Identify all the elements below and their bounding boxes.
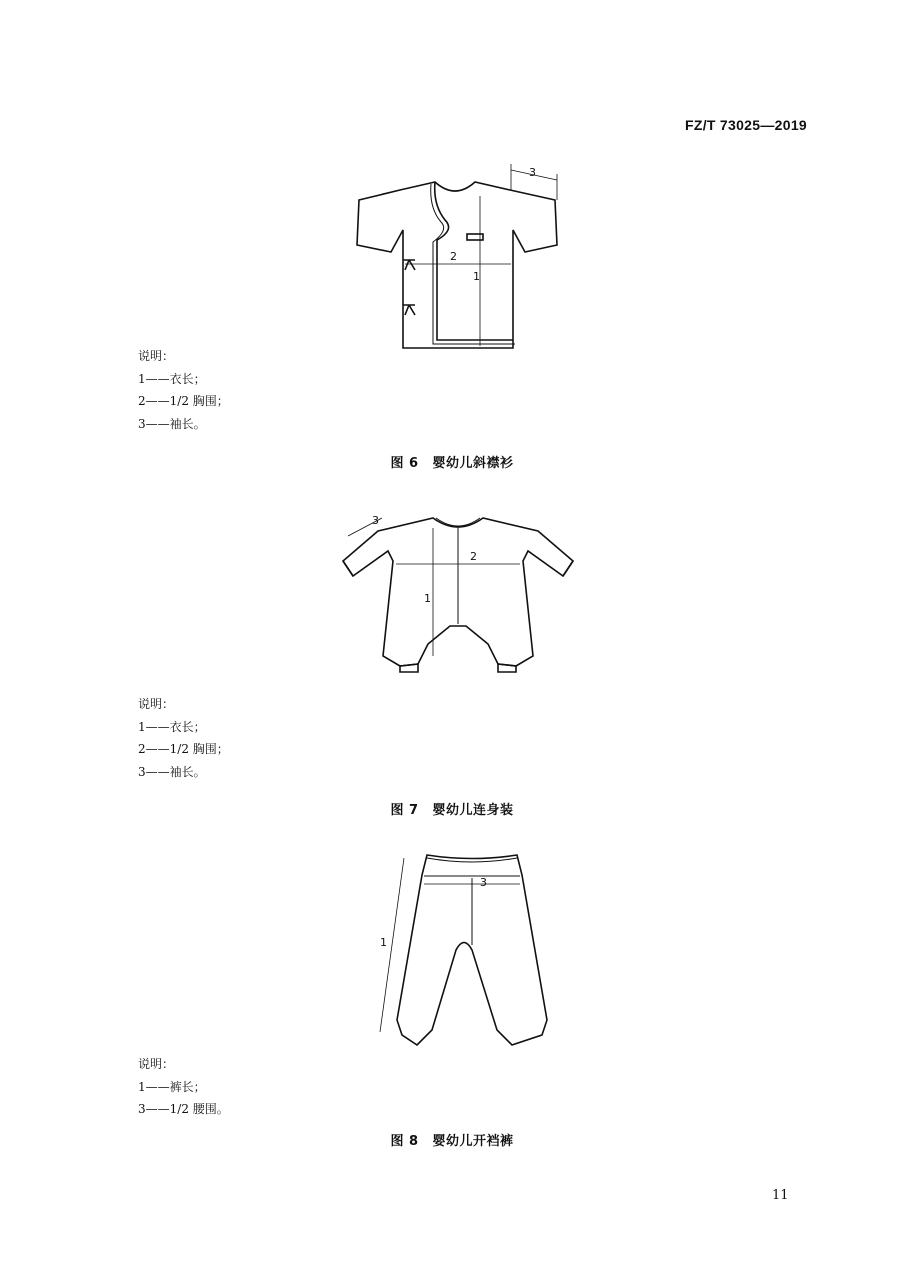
legend-item: 2——1/2 胸围；: [138, 394, 229, 408]
caption-title: 婴幼儿斜襟衫: [432, 456, 514, 471]
standard-code: FZ/T 73025—2019: [684, 117, 807, 133]
figure-6-caption: [0, 452, 904, 471]
legend-item: 1——衣长；: [138, 371, 206, 386]
figure-8-legend: [138, 1053, 229, 1121]
figure-6-legend: [138, 345, 229, 435]
figure-8-drawing: [372, 850, 562, 1055]
legend-item: 2——1/2 胸围；: [138, 742, 229, 756]
dim-label-3: 3: [529, 166, 536, 179]
dim-label-1: 1: [473, 270, 480, 283]
legend-title: 说明：: [138, 349, 175, 363]
legend-item: 3——袖长。: [138, 764, 206, 779]
figure-8-caption: [0, 1130, 904, 1149]
figure-6-drawing: [345, 160, 565, 355]
caption-number: 图 6: [390, 456, 419, 471]
caption-number: 图 8: [390, 1134, 419, 1149]
caption-number: 图 7: [390, 803, 419, 818]
dim-label-1: 1: [424, 592, 431, 605]
dim-label-3: 3: [480, 876, 487, 889]
legend-item: 1——裤长；: [138, 1079, 206, 1094]
legend-item: 3——袖长。: [138, 416, 206, 431]
legend-item: 1——衣长；: [138, 719, 206, 734]
dim-label-2: 2: [450, 250, 457, 263]
legend-item: 3——1/2 腰围。: [138, 1102, 229, 1116]
dim-label-2: 2: [470, 550, 477, 563]
legend-title: 说明：: [138, 697, 175, 711]
figure-7-legend: [138, 693, 229, 783]
figure-7-caption: [0, 799, 904, 818]
legend-title: 说明：: [138, 1057, 175, 1071]
dim-label-1: 1: [380, 936, 387, 949]
caption-title: 婴幼儿开裆裤: [432, 1134, 514, 1149]
page-number: 11: [772, 1188, 789, 1203]
dim-label-3: 3: [372, 514, 379, 527]
figure-7-drawing: [338, 506, 578, 676]
caption-title: 婴幼儿连身装: [432, 803, 514, 818]
